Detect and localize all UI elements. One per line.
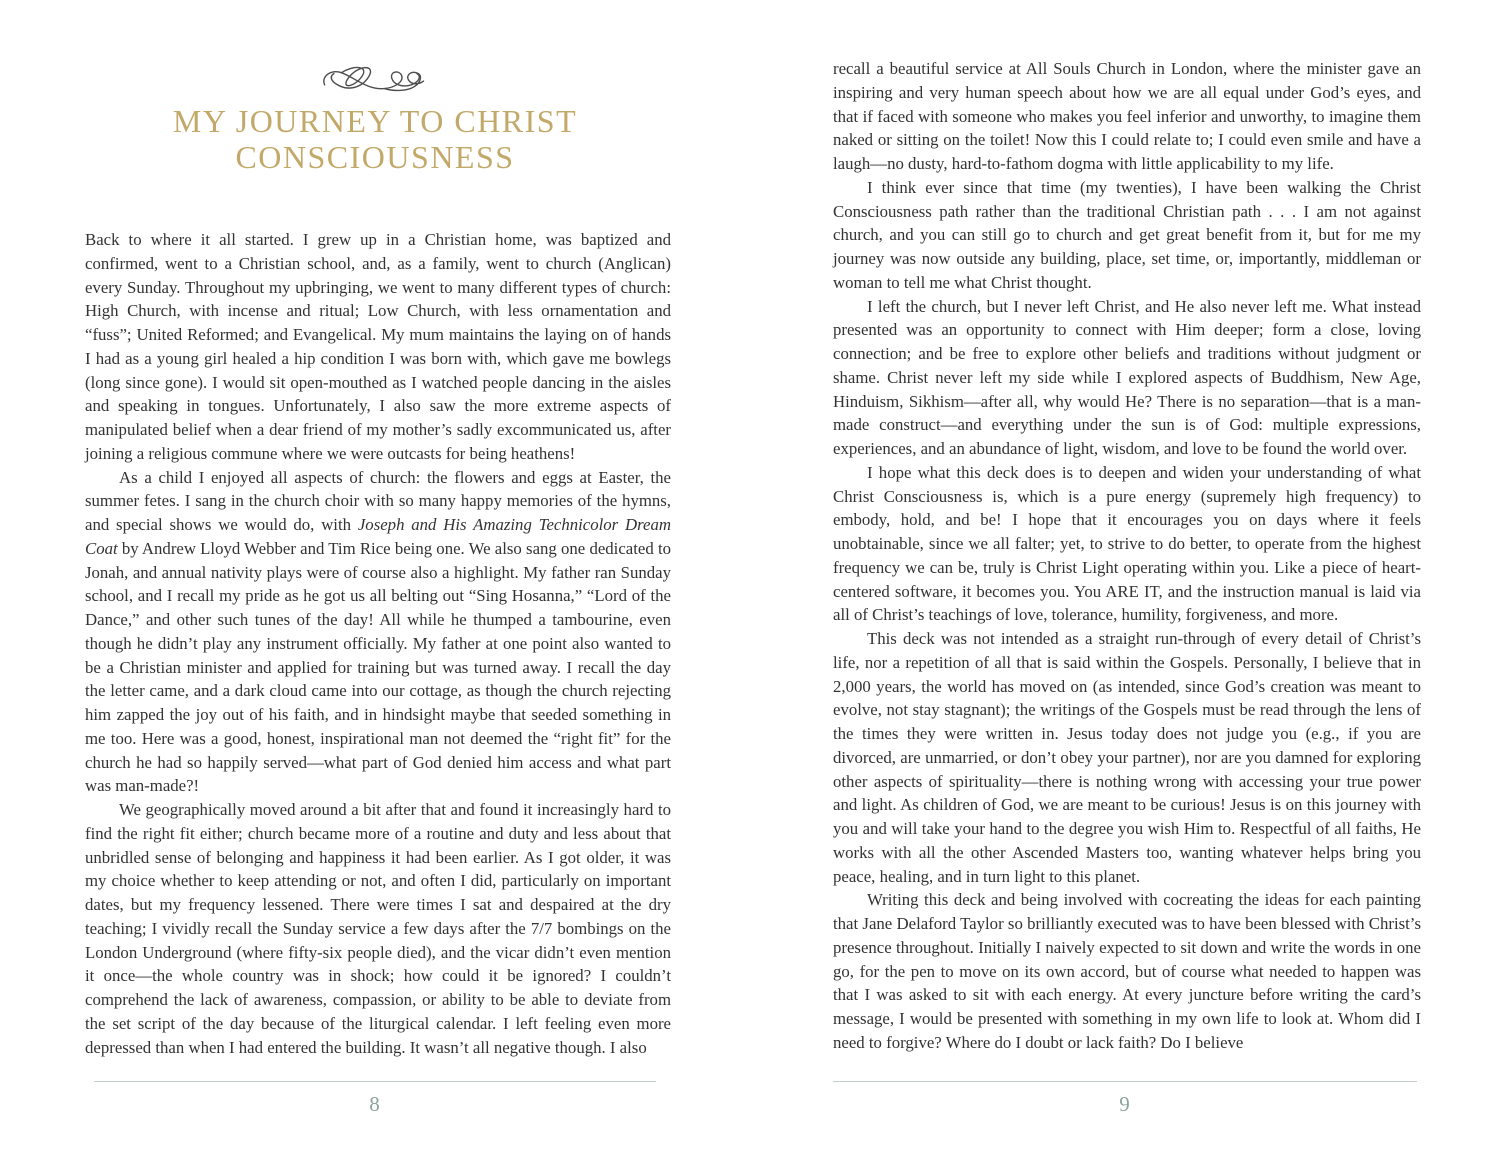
paragraph: I left the church, but I never left Christ, and He also never left me. What instead presented was an opportunity to connect with Him deeper; form a close, loving connection; and be free to explore other beliefs and traditions without judgment or shame. Christ never left my side while I explored aspects of Buddhism, New Age, Hinduism, Sikhism—after all, why would He? There is no separation—that is a man-made construct—and everything under the sun is of God: multiple expressions, experiences, and an abundance of light, wisdom, and love to be found the world over. <box>833 296 1421 458</box>
paragraph: Writing this deck and being involved with cocreating the ideas for each painting that Jane Delaford Taylor so brilliantly executed was to have been blessed with Christ’s presence throughout. Initially I naively expected to sit down and write the words in one go, for the pen to move on its own accord, but of course what needed to happen was that I was asked to sit with each energy. At every juncture before writing the card’s message, I would be presented with something in my own life to look at. Whom did I need to forgive? Where do I doubt or lack faith? Do I believe <box>833 890 1421 1052</box>
paragraph: recall a beautiful service at All Souls Church in London, where the minister gave an inspiring and very human speech about how we are all equal under God’s eyes, and that if faced with someone who makes you feel inferior and unworthy, to imagine them naked or sitting on the toilet! Now this I could relate to; I could even smile and have a laugh—no dusty, hard-to-fathom dogma with little applicability to my life. <box>833 59 1421 173</box>
paragraph: I think ever since that time (my twenties), I have been walking the Christ Consciousness path rather than the traditional Christian path . . . I am not against church, and you can still go to church and get great benefit from it, but for me my journey was now outside any building, place, set time, or, importantly, middleman or woman to tell me what Christ thought. <box>833 177 1421 292</box>
right-page-body <box>833 57 1421 1055</box>
paragraph-text: by Andrew Lloyd Webber and Tim Rice being one. We also sang one dedicated to Jonah, and annual nativity plays were of course also a highlight. My father ran Sunday school, and I recall my pride as he got us all belting out “Sing Hosanna,” “Lord of the Dance,” and other such tunes of the day! All while he thumped a tambourine, even though he didn’t play any instrument officially. My father at one point also wanted to be a Christian minister and applied for training but was turned away. I recall the day the letter came, and a dark cloud came into our cottage, as though the church rejecting him zapped the joy out of his faith, and in hindsight maybe that seeded something in me too. Here was a good, honest, inspirational man not deemed the “right fit” for the church he had so happily served—what part of God denied him access and what part was man-made?! <box>85 538 671 796</box>
page-number-right: 9 <box>1119 1092 1131 1116</box>
paragraph <box>85 466 671 799</box>
paragraph: Back to where it all started. I grew up in a Christian home, was baptized and confirmed, went to a Christian school, and, as a family, went to church (Anglican) every Sunday. Throughout my upbringing, we went to many different types of church: High Church, with incense and ritual; Low Church, with less ornamentation and “fuss”; United Reformed; and Evangelical. My mum maintains the laying on of hands I had as a young girl healed a hip condition I was born with, which gave me bowlegs (long since gone). I would sit open-mouthed as I watched people dancing in the aisles and speaking in tongues. Unfortunately, I also saw the more extreme aspects of manipulated belief when a dear friend of my mother’s sadly excommunicated us, after joining a religious commune where we were outcasts for being heathens! <box>85 230 671 463</box>
chapter-title-line2: CONSCIOUSNESS <box>235 139 515 175</box>
paragraph: This deck was not intended as a straight run-through of every detail of Christ’s life, nor a repetition of all that is said within the Gospels. Personally, I believe that in 2,000 years, the world has moved on (as intended, since God’s creation was meant to evolve, not stay stagnant); the writings of the Gospels must be read through the lens of the times they were written in. Jesus today does not judge you (e.g., if you are divorced, are unmarried, or don’t obey your partner), nor are you damned for exploring other aspects of spirituality—there is nothing wrong with accessing your true power and light. As children of God, we are meant to be curious! Jesus is on this journey with you and will take your hand to the degree you wish Him to. Respectful of all faiths, He works with all the other Ascended Masters too, wanting whatever helps bring you peace, healing, and in turn light to this planet. <box>833 629 1421 886</box>
footer-rule <box>94 1081 656 1082</box>
right-page <box>750 0 1500 1150</box>
page-number-left: 8 <box>369 1092 381 1116</box>
book-title-italic: Joseph and His Amazing Technicolor Dream Coat <box>85 515 672 558</box>
footer-rule <box>833 1081 1417 1082</box>
chapter-title-line1: MY JOURNEY TO CHRIST <box>172 103 578 139</box>
chapter-title <box>0 103 750 175</box>
flourish-ornament-icon <box>319 62 431 102</box>
left-page-body <box>85 228 671 1059</box>
paragraph: We geographically moved around a bit after that and found it increasingly hard to find the right fit either; church became more of a routine and duty and less about that unbridled sense of belonging and happiness it had been earlier. As I got older, it was my choice whether to keep attending or not, and often I did, particularly on important dates, but my frequency lessened. There were times I sat and despaired at the dry teaching; I vividly recall the Sunday service a few days after the 7/7 bombings on the London Underground (where fifty-six people died), and the vicar didn’t even mention it once—the whole country was in shock; how could it be ignored? I couldn’t comprehend the lack of awareness, compassion, or ability to be able to deviate from the set script of the day because of the liturgical calendar. I left feeling even more depressed than when I had entered the building. It wasn’t all negative though. I also <box>85 800 671 1057</box>
paragraph: I hope what this deck does is to deepen and widen your understanding of what Christ Consciousness is, which is a pure energy (supremely high frequency) to embody, hold, and be! I hope that it encourages you on days where it feels unobtainable, since we all falter; yet, to strive to do better, to operate from the highest frequency we can be, truly is Christ Light operating within you. Like a piece of heart-centered software, it becomes you. You ARE IT, and the instruction manual is laid via all of Christ’s teachings of love, tolerance, humility, forgiveness, and more. <box>833 462 1421 625</box>
paragraph-text: As a child I enjoyed all aspects of church: the flowers and eggs at Easter, the summer fetes. I sang in the church choir with so many happy memories of the hymns, and special shows we would do, with <box>85 467 671 534</box>
